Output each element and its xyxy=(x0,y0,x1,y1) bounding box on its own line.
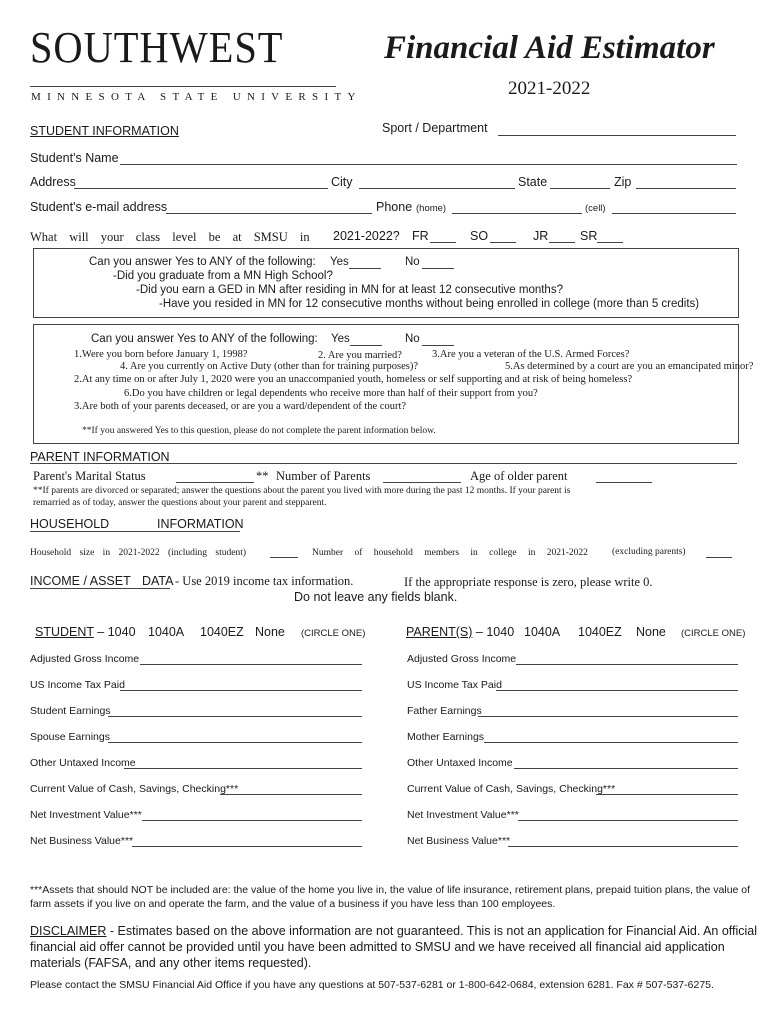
dependency-item-8: 3.Are both of your parents deceased, or are you a ward/dependent of the court? xyxy=(74,401,407,412)
student-form-none[interactable]: None xyxy=(255,625,285,639)
zip-label: Zip xyxy=(614,175,632,189)
parent-note-1: **If parents are divorced or separated; answer the questions about the parent you lived with more during the past 12 months. If your parent is xyxy=(33,486,571,496)
older-parent-age-label: Age of older parent xyxy=(470,469,568,483)
parent-info-heading: PARENT INFORMATION xyxy=(30,450,170,464)
income-heading-2: DATA xyxy=(142,574,174,588)
dependency-item-2: 2. Are you married? xyxy=(318,350,402,361)
parent-field-input[interactable] xyxy=(518,820,738,821)
marital-status-field[interactable] xyxy=(176,482,254,483)
student-field-label: Spouse Earnings xyxy=(30,731,110,743)
household-rule xyxy=(30,531,240,532)
residency-line-3: -Have you resided in MN for 12 consecutive months without being enrolled in college (more than 5 credits) xyxy=(159,298,700,310)
class-so-field[interactable] xyxy=(490,242,516,243)
class-sr-field[interactable] xyxy=(597,242,623,243)
student-form-1040a[interactable]: 1040A xyxy=(148,625,185,639)
household-heading: HOUSEHOLD xyxy=(30,517,110,531)
dependency-yes-field[interactable] xyxy=(350,345,382,346)
phone-cell-field[interactable] xyxy=(612,213,736,214)
class-jr-field[interactable] xyxy=(549,242,575,243)
dependency-no-label: No xyxy=(405,333,420,345)
assets-note-2: farm assets if you live on and operate the farm, and the value of a business if you have less than 100 employees. xyxy=(30,898,556,910)
class-fr-label: FR xyxy=(412,229,429,243)
residency-no-label: No xyxy=(405,256,420,268)
num-parents-label: Number of Parents xyxy=(276,469,371,483)
income-zero-note: If the appropriate response is zero, please write 0. xyxy=(404,575,653,589)
dependency-item-1: 1.Were you born before January 1, 1998? xyxy=(74,349,248,360)
college-members-field[interactable] xyxy=(706,557,732,558)
residency-question: Can you answer Yes to ANY of the following: xyxy=(89,256,316,268)
contact-info: Please contact the SMSU Financial Aid Office if you have any questions at 507-537-6281 or 1-800-642-0684, extension 6281. Fax # 507-537-6275. xyxy=(30,979,714,991)
residency-yes-label: Yes xyxy=(330,256,349,268)
student-field-label: Net Business Value*** xyxy=(30,835,134,847)
parent-field-input[interactable] xyxy=(508,846,738,847)
college-members-label: Number of household members in college in 2021-2022 xyxy=(312,548,588,558)
parent-field-label: US Income Tax Paid xyxy=(407,679,502,691)
residency-line-2: -Did you earn a GED in MN after residing in MN for at least 12 consecutive months? xyxy=(136,284,563,296)
residency-no-field[interactable] xyxy=(422,268,454,269)
city-label: City xyxy=(331,175,353,189)
dependency-item-4: 4. Are you currently on Active Duty (other than for training purposes)? xyxy=(120,361,419,372)
disclaimer-line-3: materials (FAFSA, and any other items requested). xyxy=(30,956,312,970)
zip-field[interactable] xyxy=(636,188,736,189)
phone-home-label: (home) xyxy=(416,203,447,214)
parent-column-heading: PARENT(S) – 1040 xyxy=(406,625,515,639)
dependency-item-3: 3.Are you a veteran of the U.S. Armed Forces? xyxy=(432,349,630,360)
logo-rule xyxy=(30,86,336,87)
student-circle-note: (CIRCLE ONE) xyxy=(301,628,366,639)
income-rule xyxy=(30,588,170,589)
household-size-label: Household size in 2021-2022 (including student) xyxy=(30,548,247,558)
class-so-label: SO xyxy=(470,229,489,243)
num-parents-field[interactable] xyxy=(383,482,461,483)
student-field-input[interactable] xyxy=(220,794,362,795)
parent-field-label: Current Value of Cash, Savings, Checking*** xyxy=(407,783,616,795)
dependency-item-7: 6.Do you have children or legal dependents who receive more than half of their support from you? xyxy=(124,388,538,399)
parent-form-1040ez[interactable]: 1040EZ xyxy=(578,625,622,639)
dependency-no-field[interactable] xyxy=(422,345,454,346)
student-form-1040ez[interactable]: 1040EZ xyxy=(200,625,244,639)
parent-field-label: Other Untaxed Income xyxy=(407,757,513,769)
parent-field-input[interactable] xyxy=(514,768,738,769)
income-blank-note: Do not leave any fields blank. xyxy=(294,590,458,604)
sport-field[interactable] xyxy=(498,135,736,136)
logo-wordmark: SOUTHWEST xyxy=(30,23,284,72)
student-field-label: US Income Tax Paid xyxy=(30,679,125,691)
disclaimer-line-1: DISCLAIMER - Estimates based on the above information are not guaranteed. This is not an application for Financial Aid. An official xyxy=(30,924,758,938)
student-column-heading: STUDENT – 1040 xyxy=(35,625,136,639)
student-field-input[interactable] xyxy=(120,690,362,691)
class-jr-label: JR xyxy=(533,229,549,243)
parent-form-1040a[interactable]: 1040A xyxy=(524,625,561,639)
dependency-item-5: 5.As determined by a court are you an emancipated minor? xyxy=(505,361,754,372)
disclaimer-line-2: financial aid offer cannot be provided until you have been admitted to SMSU and we have received all financial aid application xyxy=(30,940,725,954)
address-field[interactable] xyxy=(74,188,328,189)
phone-home-field[interactable] xyxy=(452,213,582,214)
college-members-note: (excluding parents) xyxy=(612,547,686,557)
older-parent-age-field[interactable] xyxy=(596,482,652,483)
student-field-input[interactable] xyxy=(140,664,362,665)
dependency-note: **If you answered Yes to this question, please do not complete the parent information below. xyxy=(82,426,436,436)
dependency-question: Can you answer Yes to ANY of the following: xyxy=(91,333,318,345)
parent-field-input[interactable] xyxy=(496,690,738,691)
student-name-label: Student's Name xyxy=(30,151,119,165)
phone-label: Phone xyxy=(376,200,413,214)
dependency-yes-label: Yes xyxy=(331,333,350,345)
parent-field-label: Net Investment Value*** xyxy=(407,809,519,821)
income-heading: INCOME / ASSET xyxy=(30,574,131,588)
parent-info-rule xyxy=(30,463,737,464)
student-info-heading: STUDENT INFORMATION xyxy=(30,124,179,138)
state-label: State xyxy=(518,175,548,189)
dependency-item-6: 2.At any time on or after July 1, 2020 were you an unaccompanied youth, homeless or self supporting and at risk of being homeless? xyxy=(74,374,633,385)
student-field-label: Adjusted Gross Income xyxy=(30,653,140,665)
parent-circle-note: (CIRCLE ONE) xyxy=(681,628,746,639)
residency-line-1: -Did you graduate from a MN High School? xyxy=(113,270,333,282)
email-field[interactable] xyxy=(166,213,372,214)
household-size-field[interactable] xyxy=(270,557,298,558)
parent-field-input[interactable] xyxy=(516,664,738,665)
parent-field-label: Net Business Value*** xyxy=(407,835,511,847)
logo-subtitle: MINNESOTA STATE UNIVERSITY xyxy=(31,91,362,103)
student-field-input[interactable] xyxy=(132,846,362,847)
class-fr-field[interactable] xyxy=(430,242,456,243)
disclaimer-label: DISCLAIMER xyxy=(30,924,107,938)
assets-note-1: ***Assets that should NOT be included are: the value of the home you live in, the value of life insurance, retirement plans, prepaid tuition plans, the value of xyxy=(30,884,751,896)
city-field[interactable] xyxy=(359,188,515,189)
parent-field-label: Mother Earnings xyxy=(407,731,485,743)
sport-label: Sport / Department xyxy=(382,121,488,135)
parent-form-none[interactable]: None xyxy=(636,625,666,639)
address-label: Address xyxy=(30,175,76,189)
student-name-field[interactable] xyxy=(120,164,737,165)
parent-field-input[interactable] xyxy=(484,742,738,743)
parent-field-input[interactable] xyxy=(478,716,738,717)
student-field-label: Net Investment Value*** xyxy=(30,809,142,821)
class-level-year: 2021-2022? xyxy=(333,229,400,243)
student-field-input[interactable] xyxy=(108,742,362,743)
parent-field-label: Adjusted Gross Income xyxy=(407,653,517,665)
student-field-input[interactable] xyxy=(124,768,362,769)
student-field-label: Current Value of Cash, Savings, Checking*** xyxy=(30,783,239,795)
student-field-label: Other Untaxed Income xyxy=(30,757,136,769)
student-field-input[interactable] xyxy=(142,820,362,821)
page-year: 2021-2022 xyxy=(508,78,591,99)
email-label: Student's e-mail address xyxy=(30,200,168,214)
parent-field-label: Father Earnings xyxy=(407,705,482,717)
page-title: Financial Aid Estimator xyxy=(384,30,715,66)
marital-status-stars: ** xyxy=(256,469,269,483)
student-field-input[interactable] xyxy=(108,716,362,717)
income-note: - Use 2019 income tax information. xyxy=(175,574,354,588)
state-field[interactable] xyxy=(550,188,610,189)
residency-yes-field[interactable] xyxy=(349,268,381,269)
student-field-label: Student Earnings xyxy=(30,705,111,717)
phone-cell-label: (cell) xyxy=(585,203,606,214)
class-sr-label: SR xyxy=(580,229,598,243)
parent-note-2: remarried as of today, answer the questions about your parent and stepparent. xyxy=(33,498,327,508)
household-heading-2: INFORMATION xyxy=(157,517,244,531)
parent-field-input[interactable] xyxy=(596,794,738,795)
marital-status-label: Parent's Marital Status xyxy=(33,469,146,483)
class-level-question: What will your class level be at SMSU in xyxy=(30,230,310,244)
